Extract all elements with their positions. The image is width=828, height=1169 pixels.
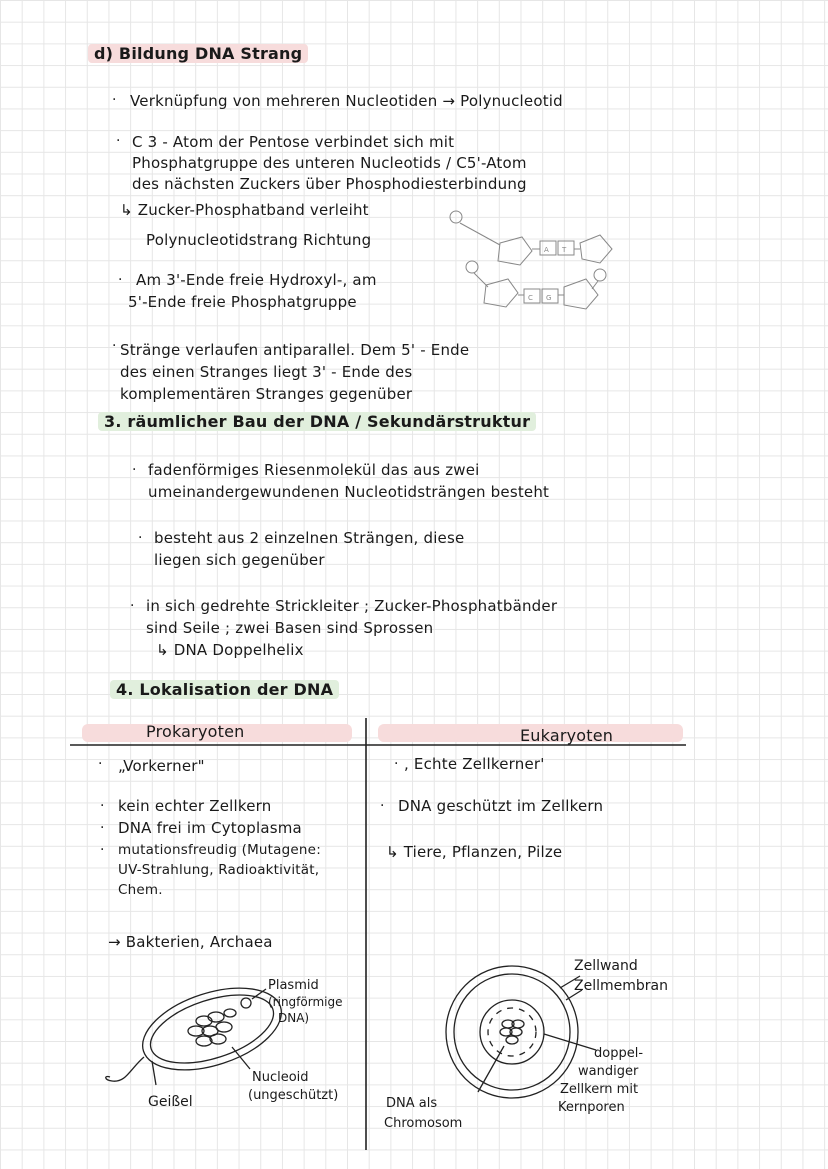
base-letter: G: [546, 294, 552, 302]
nucleoid-cluster: [188, 1009, 236, 1046]
section-3-bullet-2-line-2: liegen sich gegenüber: [154, 551, 325, 569]
section-d-bullet-3-line-2: 5'-Ende freie Phosphatgruppe: [128, 293, 357, 311]
base-letter: T: [562, 246, 567, 254]
nucleus-label-line-3: Zellkern mit: [560, 1082, 639, 1097]
section-4-heading: 4. Lokalisation der DNA: [110, 680, 339, 700]
chromosome-cluster: [500, 1020, 524, 1044]
bullet-dot: ·: [132, 462, 137, 478]
section-d-bullet-4-line-3: komplementären Stranges gegenüber: [120, 385, 413, 403]
prokaryoten-examples: → Bakterien, Archaea: [108, 933, 273, 951]
section-d-bullet-4-line-2: des einen Stranges liegt 3' - Ende des: [120, 363, 413, 381]
prokaryoten-item-1: kein echter Zellkern: [118, 797, 272, 815]
cell-inner-membrane: [142, 982, 282, 1077]
bullet-dot: ·: [138, 530, 143, 546]
plasmid-label-line-1: Plasmid: [268, 978, 319, 993]
nucleus-label-line-2: wandiger: [578, 1064, 639, 1079]
prokaryoten-note: „Vorkerner": [118, 757, 205, 775]
section-3-bullet-3-line-3: ↳ DNA Doppelhelix: [156, 641, 304, 659]
bullet-dot: ·: [116, 133, 121, 149]
nucleoid-label-line-1: Nucleoid: [252, 1070, 309, 1085]
bullet-dot: ·: [118, 272, 123, 288]
nucleoid-label-line-2: (ungeschützt): [248, 1088, 339, 1103]
section-d-bullet-2-line-2: Phosphatgruppe des unteren Nucleotids / C5'-Atom: [132, 154, 527, 172]
flagellum: [106, 1057, 144, 1081]
bullet-dot: ·: [98, 756, 103, 772]
eukaryoten-title: Eukaryoten: [520, 726, 614, 745]
bullet-dot: ·: [100, 842, 105, 858]
prokaryoten-item-3-line-2: UV-Strahlung, Radioaktivität,: [118, 862, 320, 878]
section-3-bullet-3-line-1: in sich gedrehte Strickleiter ; Zucker-Phosphatbänder: [146, 597, 558, 615]
section-3-bullet-2-line-1: besteht aus 2 einzelnen Strängen, diese: [154, 529, 465, 547]
base-letter: C: [528, 294, 533, 302]
eukaryoten-note: , Echte Zellkerner': [404, 755, 545, 773]
prokaryoten-item-3: mutationsfreudig (Mutagene:: [118, 842, 321, 858]
section-d-bullet-3-line-1: Am 3'-Ende freie Hydroxyl-, am: [136, 271, 377, 289]
dna-chromosome-label-line-2: Chromosom: [384, 1116, 463, 1131]
zellmembran-label: Zellmembran: [574, 978, 668, 994]
bullet-dot: ·: [394, 756, 399, 772]
prokaryoten-item-3-line-3: Chem.: [118, 882, 163, 898]
section-d-bullet-2-line-3: des nächsten Zuckers über Phosphodiesterbindung: [132, 175, 527, 193]
section-3-bullet-1-line-1: fadenförmiges Riesenmolekül das aus zwei: [148, 461, 480, 479]
section-d-bullet-2-line-1: C 3 - Atom der Pentose verbindet sich mit: [132, 133, 455, 151]
bullet-dot: ·: [112, 92, 117, 108]
base-letter: A: [544, 246, 549, 254]
dna-chromosome-label-line-1: DNA als: [386, 1096, 438, 1111]
section-3-heading: 3. räumlicher Bau der DNA / Sekundärstruktur: [98, 412, 536, 432]
bullet-dot: ·: [100, 798, 105, 814]
plasmid-label-line-3: DNA): [278, 1011, 310, 1025]
zellwand-label: Zellwand: [574, 958, 638, 974]
bullet-dot: ·: [130, 598, 135, 614]
bullet-dot: ·: [100, 820, 105, 836]
geissel-label: Geißel: [148, 1094, 193, 1110]
section-3-bullet-3-line-2: sind Seile ; zwei Basen sind Sprossen: [146, 619, 434, 637]
plasmid-ring: [241, 998, 251, 1008]
section-d-bullet-1: Verknüpfung von mehreren Nucleotiden → Polynucleotid: [130, 92, 563, 110]
nucleus-label-line-4: Kernporen: [558, 1100, 625, 1115]
section-d-bullet-2-line-4: ↳ Zucker-Phosphatband verleiht: [120, 201, 369, 219]
section-d-bullet-4-line-1: Stränge verlaufen antiparallel. Dem 5' - Ende: [120, 341, 470, 359]
nucleus-label-line-1: doppel-: [594, 1046, 644, 1061]
bullet-dot: ·: [112, 338, 117, 354]
eukaryoten-item-2: ↳ Tiere, Pflanzen, Pilze: [386, 843, 563, 861]
section-3-bullet-1-line-2: umeinandergewundenen Nucleotidsträngen besteht: [148, 483, 550, 501]
section-d-bullet-2-line-5: Polynucleotidstrang Richtung: [146, 231, 372, 249]
eukaryoten-item-1: DNA geschützt im Zellkern: [398, 797, 604, 815]
prokaryoten-title: Prokaryoten: [146, 722, 245, 741]
bullet-dot: ·: [380, 798, 385, 814]
plasmid-label-line-2: (ringförmige: [268, 995, 343, 1009]
prokaryoten-item-2: DNA frei im Cytoplasma: [118, 819, 302, 837]
section-d-heading: d) Bildung DNA Strang: [88, 44, 308, 64]
